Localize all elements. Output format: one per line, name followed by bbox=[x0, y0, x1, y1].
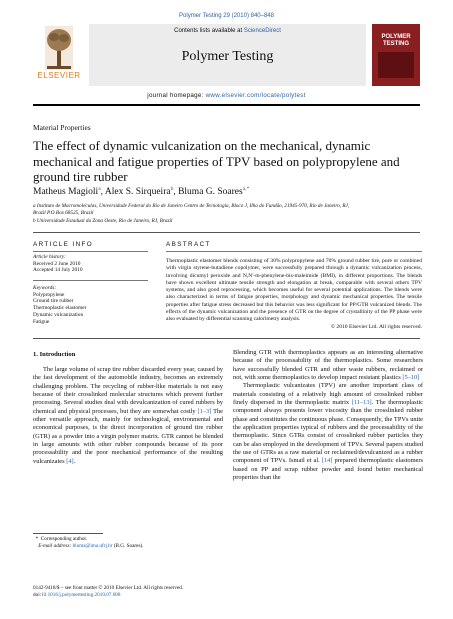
article-history bbox=[33, 254, 153, 274]
affiliation: b Universidade Estadual da Zona Oeste, Rio de Janeiro, RJ, Brazil bbox=[33, 218, 173, 224]
keyword: Dynamic vulcanization bbox=[33, 311, 84, 318]
email-suffix: (B.G. Soares). bbox=[112, 542, 144, 549]
corresponding-text: Corresponding author. bbox=[40, 536, 88, 542]
received-date: Received 2 June 2010 bbox=[33, 260, 81, 267]
affiliation: a Instituto de Macromoléculas, Universidade Federal do Rio de Janeiro Centro de Tecnologia, Bloco J, Ilha do Fundão, 21945-970, Rio de Janeiro, RJ, bbox=[33, 203, 350, 209]
affiliation-marker[interactable]: a,* bbox=[242, 186, 250, 192]
divider bbox=[33, 280, 148, 281]
divider bbox=[166, 251, 422, 252]
paragraph: The large volume of scrap tire rubber discarded every year, caused by the fast development of the automobile industry, becomes an extremely challenging problem. The recycling of rubber-like materials is not easy because of their crosslinked molecular structures which prevent further processing. Several studies deal with devulcanization of cured rubbers by chemical and physical processes, but they are somewhat costly [1–3] The other versatile approach, mainly for technological, environmental and economical purposes, is the direct incorporation of ground tire rubber (GTR) as a powder into a virgin polymer matrix. GTR cannot be blended in large amounts with other rubber compounds because of its poor processability and the poor mechanical performance of the resulting vulcanizates [4]. bbox=[33, 366, 223, 465]
cover-image bbox=[378, 52, 414, 78]
author-name: Alex S. Sirqueira bbox=[104, 187, 171, 198]
footnote-rule bbox=[33, 533, 103, 534]
copyright-line: © 2010 Elsevier Ltd. All rights reserved. bbox=[330, 323, 422, 330]
history-label: Article history: bbox=[33, 254, 66, 260]
doi-line bbox=[33, 592, 283, 599]
doi-label: doi: bbox=[33, 591, 42, 598]
section-tag: Material Properties bbox=[33, 123, 91, 132]
body-column-right bbox=[233, 349, 423, 483]
citation-link[interactable]: [5–10] bbox=[402, 374, 420, 382]
doi-link[interactable]: 10.1016/j.polymertesting.2010.07.008 bbox=[41, 591, 121, 598]
divider bbox=[33, 338, 420, 339]
header-rule bbox=[33, 104, 420, 106]
keyword: Ground tire rubber bbox=[33, 298, 74, 305]
citation-link[interactable]: [1–3] bbox=[197, 407, 212, 415]
publication-info bbox=[33, 585, 283, 598]
citation-link[interactable]: [4] bbox=[66, 457, 74, 465]
corresponding-marker: * bbox=[35, 536, 39, 542]
divider bbox=[33, 232, 420, 233]
email-label: E-mail address: bbox=[38, 542, 73, 549]
cover-title: POLYMER TESTING bbox=[381, 34, 411, 47]
journal-reference[interactable]: Polymer Testing 29 (2010) 840–848 bbox=[179, 13, 274, 19]
citation-link[interactable]: [11–13] bbox=[351, 399, 372, 407]
elsevier-tree-icon bbox=[45, 26, 73, 70]
email-link[interactable]: bluma@ima.ufrj.br bbox=[72, 542, 113, 549]
abstract-body bbox=[166, 258, 422, 331]
journal-header bbox=[33, 24, 420, 87]
keywords-block bbox=[33, 285, 153, 325]
corresponding-author-marker[interactable]: * bbox=[246, 186, 250, 192]
homepage-prefix: journal homepage: bbox=[147, 92, 206, 99]
abstract-text: Thermoplastic elastomer blends consisting of 30% polypropylene and 70% ground rubber tire, pure or combined with virgin styrene-butadiene copolymer, were successfully prepared through a dynamic vulcanization process, involving dicumyl peroxide and N,N'-m-phenylene-bis-maleimide (BMI), in different proportions. The blends have shown excellent ultimate tensile strength and elongation at break, comparable with several others TPV systems, and also good reprocessing, which becomes useful for several potential applications. The blends were also characterized in terms of fatigue properties, morphology and dynamic mechanical properties. The tensile properties after fatigue stress decreased but this behavior was less significant for PP/GTR vulcanized blends. The effects of the dynamic vulcanization and the presence of GTR on the degree of crystallinity of the PP phase were also evaluated by differential scanning calorimetry analysis. bbox=[166, 258, 422, 323]
affiliation-marker[interactable]: a bbox=[98, 186, 101, 192]
contents-prefix: Contents lists available at bbox=[174, 28, 244, 34]
journal-homepage bbox=[33, 92, 420, 99]
journal-title-band bbox=[89, 24, 366, 86]
journal-name: Polymer Testing bbox=[181, 49, 274, 64]
author-name: Bluma G. Soares bbox=[178, 187, 243, 198]
author-name: Matheus Magioli bbox=[33, 187, 99, 198]
elsevier-logo bbox=[33, 24, 85, 86]
citation-link[interactable]: [14] bbox=[321, 457, 333, 465]
publisher-logo-text: ELSEVIER bbox=[37, 71, 81, 80]
issn-line: 0142-9418/$ – see front matter © 2010 Elsevier Ltd. All rights reserved. bbox=[33, 585, 184, 591]
footnote bbox=[33, 536, 223, 549]
homepage-link[interactable]: www.elsevier.com/locate/polytest bbox=[205, 92, 306, 99]
affiliation-marker[interactable]: b bbox=[170, 186, 174, 192]
corresponding-note bbox=[33, 536, 223, 543]
paragraph: Blending GTR with thermoplastics appears as an interesting alternative because of the processability of the thermoplastics. Some researchers have successfully blended GTR and other waste rubbers, reclaimed or not, with some thermoplastics to develop impact resistant plastics [5–10] bbox=[233, 349, 423, 382]
abstract-heading: ABSTRACT bbox=[166, 241, 211, 248]
author-list: Matheus Magioli$^a$, Alex S. Sirqueira$^b$, Bluma G. Soares$^{a,*}$ bbox=[33, 186, 250, 198]
email-note bbox=[33, 543, 223, 550]
keywords-label: Keywords: bbox=[33, 285, 57, 291]
sciencedirect-link[interactable]: ScienceDirect bbox=[243, 28, 281, 34]
journal-cover-icon bbox=[372, 24, 420, 86]
article-info-heading: ARTICLE INFO bbox=[33, 241, 94, 248]
affiliation: Brazil P.O.Box 68525, Brazil bbox=[33, 210, 94, 216]
accepted-date: Accepted 14 July 2010 bbox=[33, 267, 83, 274]
keyword: Thermoplastic elastomer bbox=[33, 305, 87, 312]
divider bbox=[33, 251, 148, 252]
paragraph: Thermoplastic vulcanizates (TPV) are another important class of materials consisting of a relatively high amount of crosslinked rubber finely dispersed in the thermoplastic matrix [11–13]. The thermoplastic component always presents lower viscosity than the crosslinked rubber phase and constitutes the continuous phase. Consequently, the TPVs unite the application properties typical of rubbers and the processability of the thermoplastic. Since GTRs consist of crosslinked rubber particles they can be also employed in the development of TPVs. Several papers studied the use of GTRs as a raw material or reclaimed/devulcanized as a rubber component of TPVs. Ismail et al. [14] prepared thermoplastic elastomers based on PP and scrap rubber powder and found better mechanical properties than the bbox=[233, 382, 423, 482]
contents-availability bbox=[89, 28, 366, 34]
keyword: Fatigue bbox=[33, 318, 50, 325]
article-title: The effect of dynamic vulcanization on the mechanical, dynamic mechanical and fatigue properties of TPV based on polypropylene and ground tire rubber bbox=[33, 138, 400, 184]
body-column-left bbox=[33, 366, 223, 466]
keyword: Polypropylene bbox=[33, 291, 65, 298]
section-heading: 1. Introduction bbox=[33, 351, 76, 358]
